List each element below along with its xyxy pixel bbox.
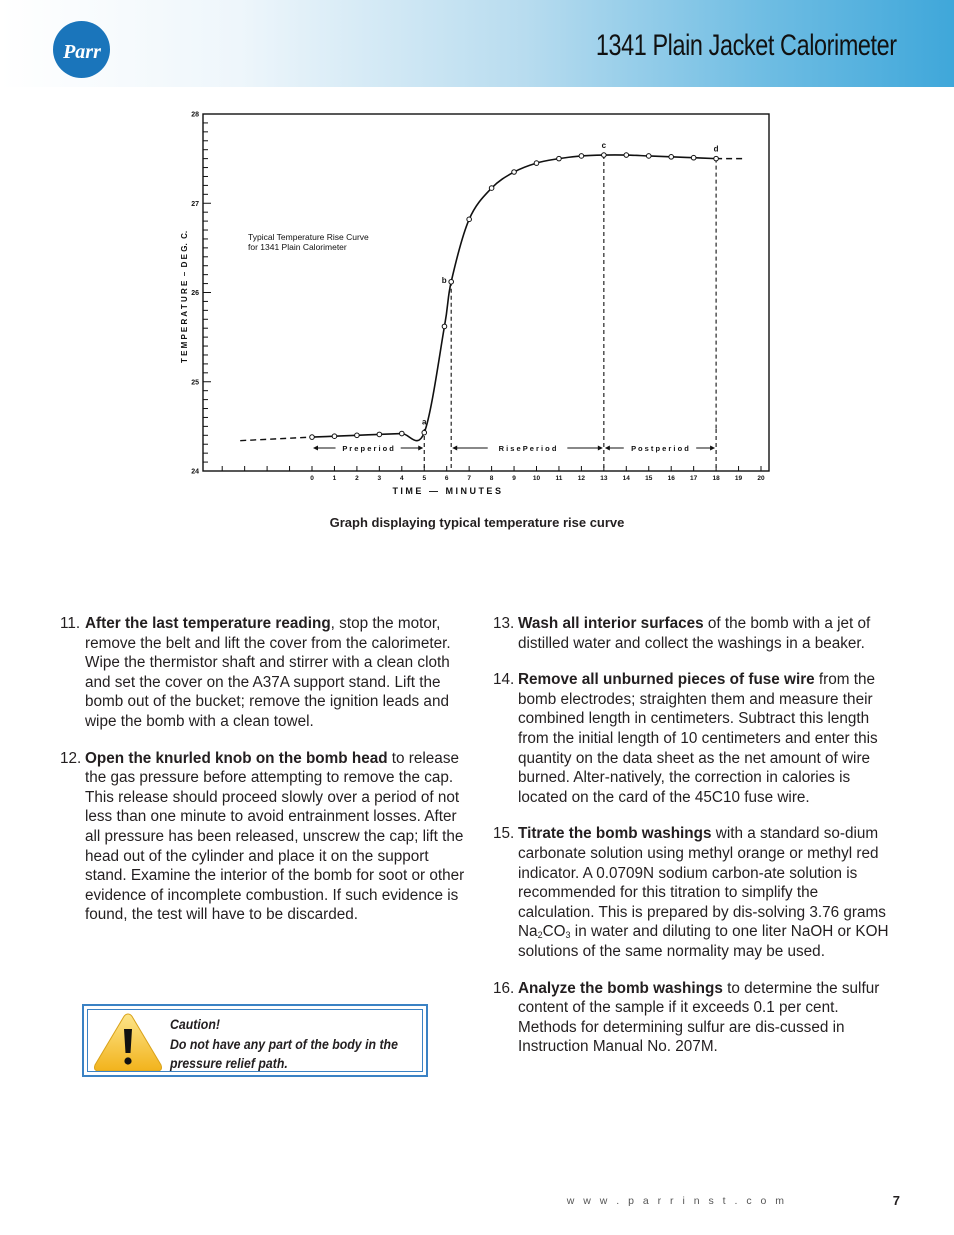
period-arrow-right — [418, 446, 423, 451]
step-lead: Wash all interior surfaces — [518, 615, 704, 632]
step-lead: After the last temperature reading — [85, 615, 331, 632]
step-11 — [60, 614, 470, 732]
x-tick-label: 8 — [489, 475, 494, 482]
data-point — [332, 434, 337, 439]
data-point — [467, 217, 472, 222]
temperature-curve — [312, 155, 716, 441]
data-point — [442, 324, 447, 329]
data-point — [449, 279, 454, 284]
x-tick-label: 9 — [512, 475, 516, 482]
x-tick-label: 11 — [555, 475, 563, 482]
warning-icon — [92, 1011, 164, 1074]
chart-series — [240, 153, 743, 441]
footer-url[interactable]: w w w . p a r r i n s t . c o m — [566, 1195, 787, 1207]
data-point — [377, 432, 382, 437]
x-tick-label: 13 — [600, 475, 608, 482]
chart-axes — [203, 114, 769, 471]
step-text: from the bomb electrodes; straighten them and measure their combined length in centimeters. Subtract this length from the initial length of 10 centimeters and enter this quantity on the data sheet as the net amount of wire burned. Alter-natively, the correction in calories is located on the card of the 45C10 fuse wire. — [518, 671, 878, 806]
step-number: 12. — [60, 749, 82, 767]
chart-y-axis-label: T E M P E R A T U R E – D E G. C. — [180, 230, 189, 364]
step-12 — [60, 749, 470, 925]
step-text: , stop the motor, remove the belt and lift the cover from the calorimeter. Wipe the thermistor shaft and stirrer with a clean cloth and set the cover on the A37A support stand. Lift the bomb out of the bucket; remove the ignition leads and wipe the bomb with a clean towel. — [85, 615, 451, 730]
x-tick-label: 6 — [444, 475, 449, 482]
step-number: 14. — [493, 671, 515, 689]
point-label: c — [601, 141, 607, 151]
period-arrow-left — [605, 446, 610, 451]
step-number: 13. — [493, 615, 515, 632]
document-title: 1341 Plain Jacket Calorimeter — [596, 29, 897, 62]
x-tick-label: 18 — [712, 475, 720, 482]
x-tick-label: 20 — [757, 475, 765, 482]
data-point — [512, 170, 517, 175]
page-header — [0, 0, 954, 87]
step-15 — [493, 824, 898, 961]
caution-text — [170, 1015, 398, 1074]
step-text: to determine the sulfur content of the sample if it exceeds 0.1 per cent. Methods for determining sulfur are dis-cussed in Instruction Manual No. 207M. — [518, 979, 880, 1056]
extrapolation-before — [240, 437, 312, 441]
data-point — [691, 155, 696, 160]
chart-canvas — [170, 100, 790, 510]
step-text: with a standard so-dium carbonate solution using methyl orange or methyl red indicator. A 0.0709N sodium carbon-ate solution is recommended for this titration to simplify the calculation. This is prepared by dis-solving 3.76 grams Na — [518, 825, 886, 941]
period-arrow-left — [452, 446, 457, 451]
point-label: a — [422, 417, 427, 427]
step-number: 15. — [493, 825, 515, 843]
data-point — [400, 431, 405, 436]
data-point — [310, 435, 315, 440]
step-text: CO — [542, 923, 566, 941]
data-point — [714, 156, 719, 161]
step-lead: Titrate the bomb washings — [518, 825, 712, 843]
step-text: to release the gas pressure before attempting to remove the cap. This release should proceed slowly over a period of not less than one minute to avoid entrainment losses. After all pressure has been released, unscrew the cap; lift the head out of the cylinder and place it on the support stand. Examine the interior of the bomb for soot or other evidence of incomplete combustion. If such evidence is found, the test will have to be discarded. — [85, 749, 465, 924]
left-column — [60, 614, 470, 942]
x-tick-label: 3 — [377, 475, 382, 482]
data-point — [624, 153, 629, 158]
period-label: P o s t p e r i o d — [631, 444, 689, 453]
step-lead: Open the knurled knob on the bomb head — [85, 749, 388, 767]
point-label: b — [441, 275, 447, 285]
x-tick-label: 1 — [332, 475, 337, 482]
x-tick-label: 10 — [532, 475, 541, 482]
chart-x-axis-label: T I M E — M I N U T E S — [392, 486, 501, 496]
step-lead: Analyze the bomb washings — [518, 979, 723, 997]
x-tick-label: 15 — [645, 475, 653, 482]
subscript: 2 — [537, 930, 543, 941]
x-tick-label: 2 — [355, 475, 359, 482]
y-tick-label: 24 — [191, 468, 199, 476]
data-point — [557, 156, 562, 161]
step-text: of the bomb with a jet of distilled water and collect the washings in a beaker. — [518, 615, 871, 652]
data-point — [646, 154, 651, 159]
caution-heading: Caution! — [170, 1016, 220, 1032]
data-point — [489, 186, 494, 191]
data-point — [669, 155, 674, 160]
chart-guides — [313, 155, 716, 471]
step-14 — [493, 670, 898, 807]
step-number: 16. — [493, 979, 515, 997]
parr-logo — [53, 21, 110, 78]
data-point — [534, 161, 539, 166]
step-text: in water and diluting to one liter NaOH or KOH solutions of the same normality may be used. — [518, 923, 889, 960]
period-label: P r e p e r i o d — [342, 444, 394, 453]
x-tick-label: 16 — [667, 475, 675, 482]
parr-logo-mark — [53, 21, 110, 78]
chart-ticks — [191, 112, 765, 483]
caution-line-1: Do not have any part of the body in the — [170, 1035, 398, 1052]
chart-frame — [203, 114, 769, 471]
chart-labels — [342, 141, 718, 453]
subscript: 3 — [565, 930, 571, 941]
y-tick-label: 25 — [191, 379, 199, 387]
period-label: R i s e P e r i o d — [498, 444, 557, 453]
x-tick-label: 12 — [577, 475, 586, 482]
chart-annotation-line-2: for 1341 Plain Calorimeter — [248, 242, 347, 252]
data-point — [422, 430, 427, 435]
figure-caption: Graph displaying typical temperature rise curve — [329, 515, 625, 530]
x-tick-label: 0 — [310, 475, 314, 482]
x-tick-label: 19 — [734, 475, 743, 482]
page-number: 7 — [892, 1193, 900, 1208]
step-13 — [493, 614, 898, 653]
data-point — [355, 433, 360, 438]
data-point — [579, 154, 584, 159]
logo-text: Parr — [63, 41, 101, 63]
period-arrow-right — [598, 446, 603, 451]
x-tick-label: 14 — [622, 475, 630, 482]
data-point — [602, 153, 607, 158]
step-16 — [493, 979, 898, 1057]
point-label: d — [713, 144, 719, 154]
y-tick-label: 28 — [191, 111, 199, 119]
step-lead: Remove all unburned pieces of fuse wire — [518, 671, 815, 689]
x-tick-label: 17 — [690, 475, 698, 482]
right-column — [493, 614, 898, 1074]
caution-line-2: pressure relief path. — [170, 1055, 288, 1071]
x-tick-label: 5 — [422, 475, 427, 482]
x-tick-label: 7 — [467, 475, 471, 482]
y-tick-label: 26 — [191, 290, 199, 297]
temperature-chart — [170, 100, 790, 510]
period-arrow-left — [313, 446, 318, 451]
period-arrow-right — [710, 446, 715, 451]
chart-annotation-line-1: Typical Temperature Rise Curve — [248, 232, 369, 242]
caution-box — [82, 1004, 428, 1077]
x-tick-label: 4 — [399, 475, 404, 482]
step-number: 11. — [60, 615, 81, 632]
y-tick-label: 27 — [191, 200, 199, 208]
